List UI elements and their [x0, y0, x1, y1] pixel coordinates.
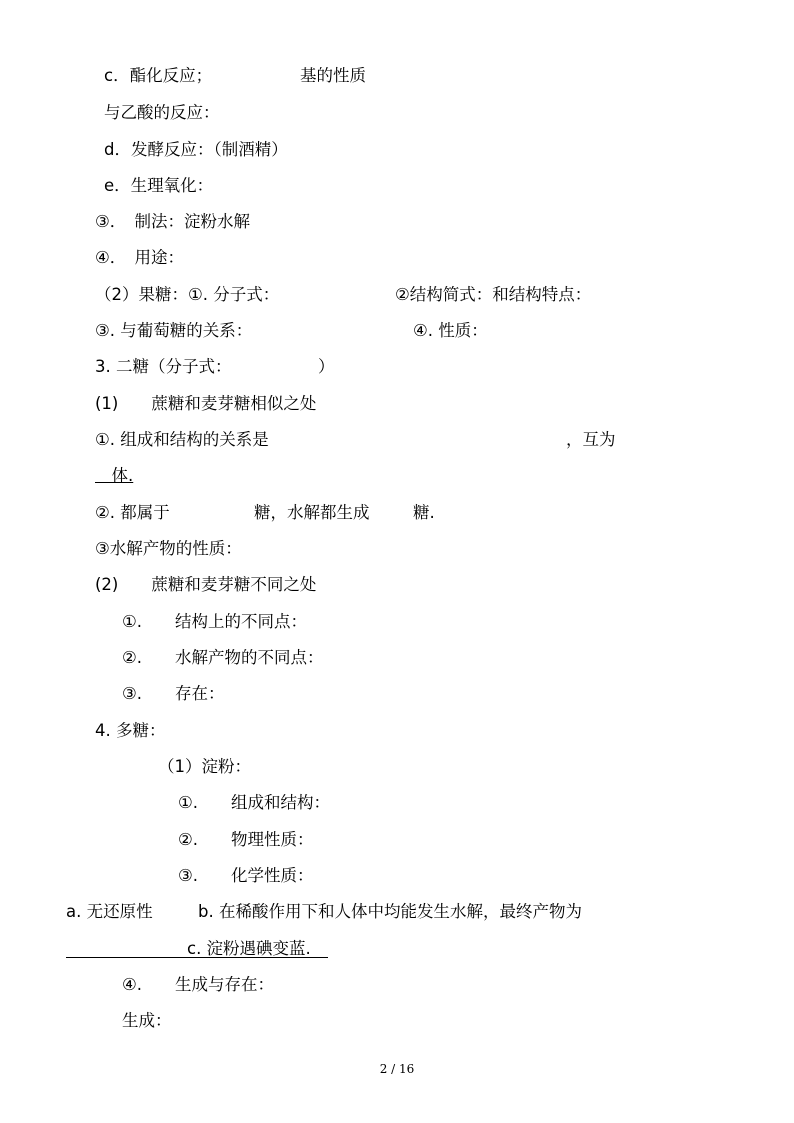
line-starch-chemical: ③. 化学性质：	[178, 866, 314, 885]
line-composition-relation: ①. 组成和结构的关系是	[95, 430, 269, 449]
line-starch: （1）淀粉：	[158, 757, 251, 776]
line-fermentation: d．发酵反应：（制酒精）	[104, 140, 288, 159]
line-belongs-to: ②. 都属于	[95, 503, 170, 522]
line-uses: ④． 用途：	[95, 248, 185, 267]
line-product-differences: ②. 水解产物的不同点：	[122, 648, 324, 667]
line-polysaccharide-heading: 4. 多糖：	[95, 721, 166, 740]
line-formation-occurrence: ④. 生成与存在：	[122, 975, 275, 994]
line-esterification: c．酯化反应；	[104, 66, 213, 85]
line-acetic-acid-reaction: 与乙酸的反应：	[104, 103, 220, 122]
line-disaccharide-heading: 3. 二糖（分子式：	[95, 357, 232, 376]
line-preparation: ③． 制法：淀粉水解	[95, 212, 251, 231]
line-fructose-structure: ②结构简式：和结构特点：	[395, 285, 592, 304]
line-hydrolysis-properties: ③水解产物的性质：	[95, 539, 242, 558]
line-fructose-formula: （2）果糖：①. 分子式：	[95, 285, 280, 304]
line-similarities: (1) 蔗糖和麦芽糖相似之处	[95, 394, 317, 413]
line-hydrolysis-product: 糖，水解都生成	[254, 503, 370, 522]
line-fructose-properties: ④. 性质：	[413, 321, 488, 340]
line-occurrence: ③. 存在：	[122, 684, 225, 703]
line-non-reducing: a. 无还原性	[66, 902, 153, 921]
page-number: 2 / 16	[379, 1062, 415, 1076]
line-physiological-oxidation: e．生理氧化：	[104, 176, 214, 195]
line-differences: (2) 蔗糖和麦芽糖不同之处	[95, 575, 317, 594]
line-iodine-test: c. 淀粉遇碘变蓝.	[187, 939, 311, 958]
line-glucose-relation: ③. 与葡萄糖的关系：	[95, 321, 253, 340]
line-isomer: 体.	[95, 466, 134, 485]
line-structural-differences: ①. 结构上的不同点：	[122, 612, 308, 631]
line-mutual: ，互为	[566, 430, 616, 449]
line-starch-composition: ①. 组成和结构：	[178, 793, 331, 812]
line-group-properties: 基的性质	[300, 66, 366, 85]
line-starch-physical: ②. 物理性质：	[178, 830, 314, 849]
line-formation: 生成：	[122, 1011, 172, 1030]
line-hydrolysis-final: b. 在稀酸作用下和人体中均能发生水解，最终产物为	[198, 902, 582, 921]
line-sugar: 糖.	[413, 503, 435, 522]
line-disaccharide-close: ）	[318, 357, 335, 376]
